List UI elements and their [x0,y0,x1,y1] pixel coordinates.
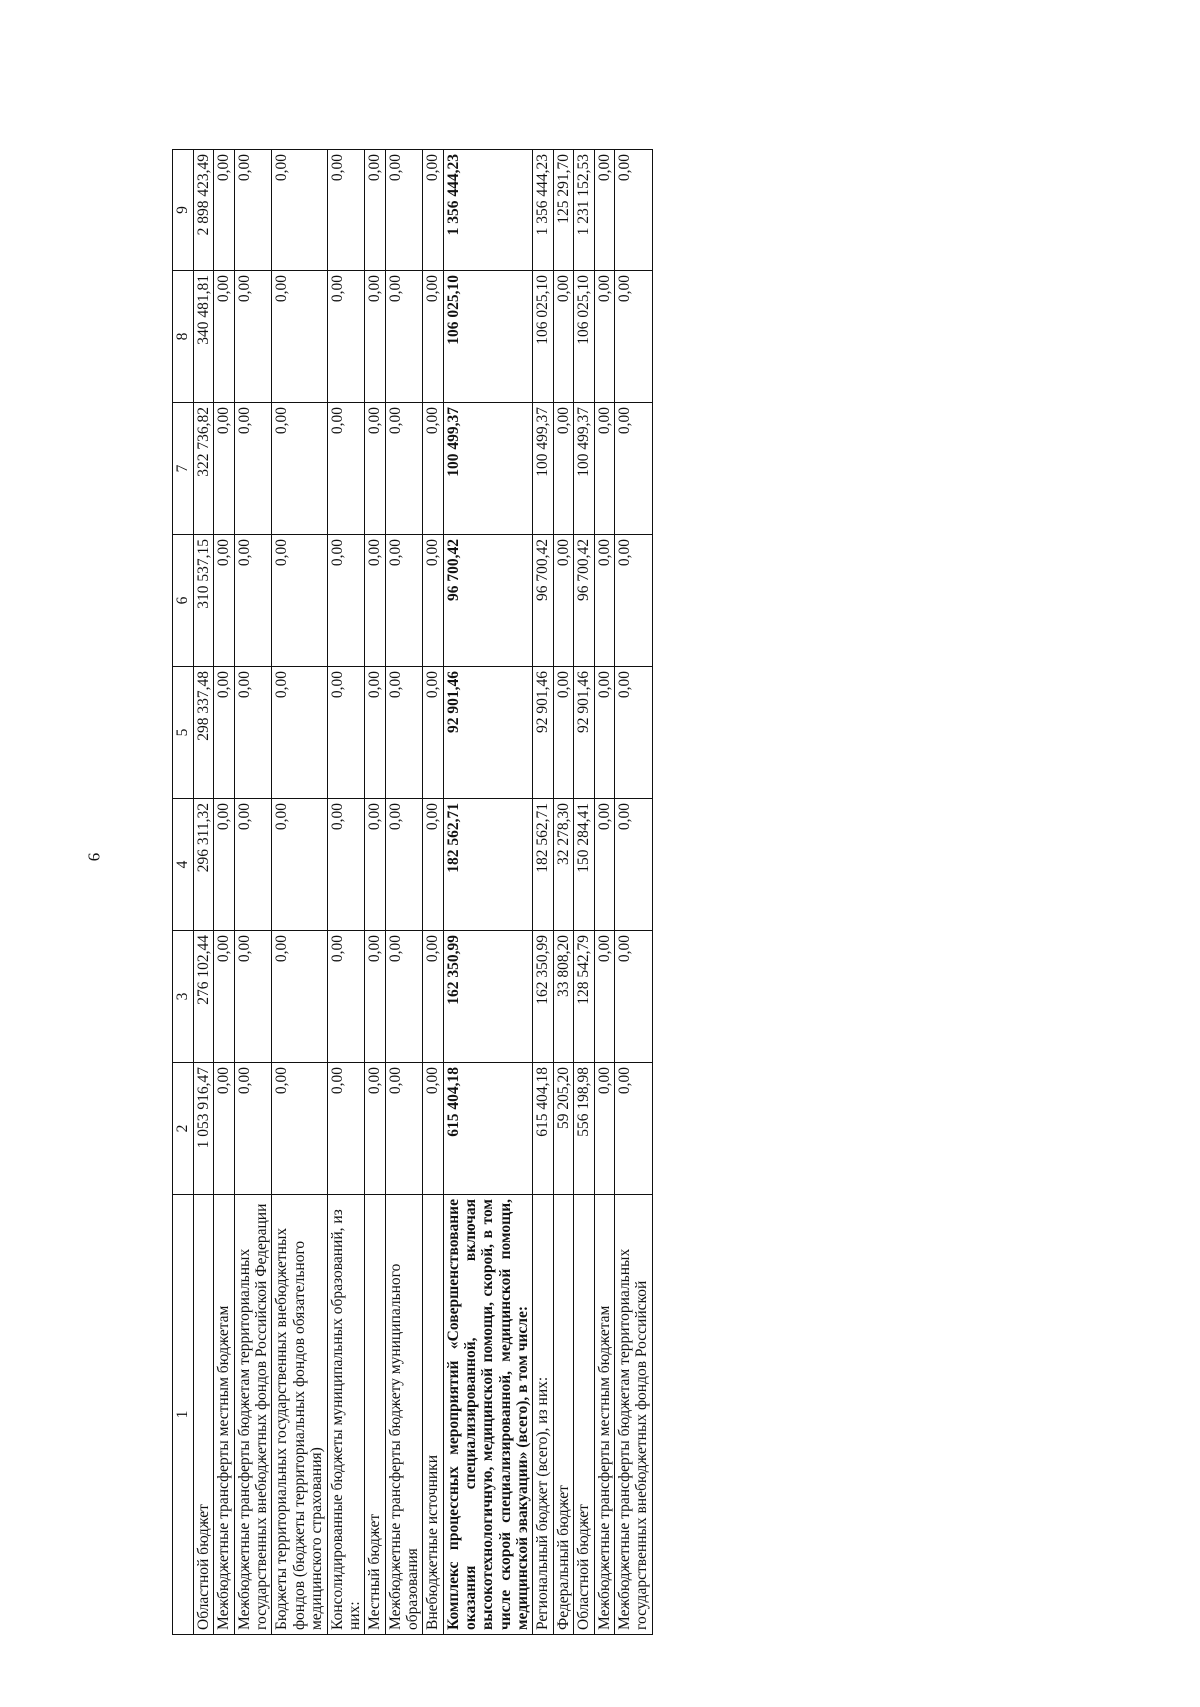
table-row [533,150,553,1635]
table-cell: 0,00 [423,403,443,535]
table-cell: 0,00 [423,150,443,271]
table-cell: 0,00 [214,150,234,271]
column-header: 6 [173,535,194,667]
table-cell: 0,00 [234,799,272,931]
table-row [327,150,365,1635]
table-cell: 0,00 [234,403,272,535]
table-cell: 0,00 [423,799,443,931]
table-cell: 0,00 [614,535,652,667]
row-label: Комплекс процессных мероприятий «Совершенствование оказания специализированной, включая высокотехнологичную, медицинской помощи, скорой, в том числе скорой специализированной, медицинской помощи, медицинской эвакуации» (всего), в том числе: [443,1195,533,1635]
table-cell: 0,00 [272,150,327,271]
table-cell: 310 537,15 [194,535,214,667]
row-label: Межбюджетные трансферты бюджету муниципального образования [385,1195,423,1635]
table-cell: 0,00 [385,799,423,931]
table-cell: 0,00 [365,403,385,535]
table-row [553,150,573,1635]
table-cell: 0,00 [234,667,272,799]
table-body [194,150,653,1635]
table-cell: 0,00 [272,667,327,799]
table-cell: 0,00 [272,931,327,1063]
table-row [574,150,594,1635]
column-header: 3 [173,931,194,1063]
table-cell: 162 350,99 [443,931,533,1063]
table-cell: 0,00 [614,931,652,1063]
table-cell: 0,00 [327,667,365,799]
table-cell: 92 901,46 [533,667,553,799]
table-cell: 0,00 [594,150,614,271]
table-cell: 0,00 [385,150,423,271]
table-cell: 0,00 [214,535,234,667]
table-cell: 0,00 [327,271,365,403]
table-cell: 0,00 [272,1063,327,1195]
row-label: Бюджеты территориальных государственных внебюджетных фондов (бюджеты территориальных фондов обязательного медицинского страхования) [272,1195,327,1635]
table-cell: 0,00 [594,667,614,799]
table-cell: 0,00 [365,931,385,1063]
table-cell: 276 102,44 [194,931,214,1063]
table-cell: 322 736,82 [194,403,214,535]
table-row [594,150,614,1635]
table-cell: 106 025,10 [574,271,594,403]
table-cell: 0,00 [594,799,614,931]
column-header: 9 [173,150,194,271]
table-cell: 0,00 [214,667,234,799]
table-cell: 0,00 [385,667,423,799]
table-cell: 59 205,20 [553,1063,573,1195]
column-header: 8 [173,271,194,403]
table-cell: 1 053 916,47 [194,1063,214,1195]
table-cell: 0,00 [594,535,614,667]
table-cell: 0,00 [423,667,443,799]
table-cell: 0,00 [594,271,614,403]
table-cell: 0,00 [614,799,652,931]
table-cell: 0,00 [553,403,573,535]
table-cell: 0,00 [614,1063,652,1195]
column-header: 1 [173,1195,194,1635]
table-cell: 106 025,10 [443,271,533,403]
table-row [423,150,443,1635]
row-label: Консолидированные бюджеты муниципальных образований, из них: [327,1195,365,1635]
table-cell: 0,00 [423,1063,443,1195]
table-cell: 0,00 [594,1063,614,1195]
table-cell: 615 404,18 [443,1063,533,1195]
table-cell: 106 025,10 [533,271,553,403]
table-cell: 0,00 [614,271,652,403]
row-label: Областной бюджет [194,1195,214,1635]
table-cell: 96 700,42 [574,535,594,667]
table-cell: 125 291,70 [553,150,573,271]
table-cell: 92 901,46 [574,667,594,799]
table-cell: 100 499,37 [574,403,594,535]
table-cell: 0,00 [214,931,234,1063]
table-cell: 0,00 [594,931,614,1063]
table-cell: 298 337,48 [194,667,214,799]
table-cell: 100 499,37 [533,403,553,535]
table-cell: 0,00 [272,799,327,931]
row-label: Областной бюджет [574,1195,594,1635]
table-cell: 0,00 [594,403,614,535]
table-cell: 2 898 423,49 [194,150,214,271]
row-label: Межбюджетные трансферты местным бюджетам [214,1195,234,1635]
table-cell: 96 700,42 [533,535,553,667]
row-label: Местный бюджет [365,1195,385,1635]
column-header: 4 [173,799,194,931]
row-label: Внебюджетные источники [423,1195,443,1635]
table-row [443,150,533,1635]
table-cell: 0,00 [385,1063,423,1195]
column-header: 2 [173,1063,194,1195]
table-cell: 0,00 [214,271,234,403]
table-cell: 0,00 [327,799,365,931]
table-header-row [173,150,194,1635]
table-cell: 0,00 [234,1063,272,1195]
table-cell: 0,00 [234,150,272,271]
table-row [194,150,214,1635]
table-row [272,150,327,1635]
table-cell: 0,00 [234,271,272,403]
table-cell: 92 901,46 [443,667,533,799]
table-cell: 0,00 [365,799,385,931]
table-cell: 0,00 [214,799,234,931]
table-cell: 0,00 [214,403,234,535]
table-cell: 0,00 [327,931,365,1063]
table-cell: 0,00 [327,150,365,271]
table-row [365,150,385,1635]
table-cell: 128 542,79 [574,931,594,1063]
table-row [214,150,234,1635]
table-cell: 182 562,71 [443,799,533,931]
table-cell: 0,00 [327,403,365,535]
table-cell: 0,00 [214,1063,234,1195]
table-cell: 556 198,98 [574,1063,594,1195]
table-cell: 0,00 [327,1063,365,1195]
table-cell: 0,00 [423,271,443,403]
table-cell: 182 562,71 [533,799,553,931]
table-cell: 100 499,37 [443,403,533,535]
table-cell: 615 404,18 [533,1063,553,1195]
table-cell: 296 311,32 [194,799,214,931]
table-cell: 0,00 [365,271,385,403]
table-cell: 96 700,42 [443,535,533,667]
table-row [614,150,652,1635]
table-row [234,150,272,1635]
table-cell: 0,00 [385,271,423,403]
table-row [385,150,423,1635]
table-cell: 0,00 [365,1063,385,1195]
row-label: Межбюджетные трансферты бюджетам территориальных государственных внебюджетных фондов Российской [614,1195,652,1635]
table-cell: 0,00 [272,271,327,403]
table-cell: 0,00 [385,403,423,535]
table-cell: 0,00 [327,535,365,667]
table-cell: 0,00 [614,403,652,535]
column-header: 5 [173,667,194,799]
table-cell: 33 808,20 [553,931,573,1063]
table-cell: 0,00 [614,667,652,799]
table-cell: 162 350,99 [533,931,553,1063]
table-cell: 0,00 [234,931,272,1063]
table-cell: 0,00 [614,150,652,271]
table-cell: 0,00 [385,535,423,667]
table-cell: 0,00 [553,271,573,403]
table-cell: 340 481,81 [194,271,214,403]
rotated-table-container [172,150,992,1635]
table-cell: 0,00 [272,403,327,535]
table-cell: 32 278,30 [553,799,573,931]
table-cell: 0,00 [553,667,573,799]
table-cell: 0,00 [553,535,573,667]
page-number: 9 [84,852,104,862]
column-header: 7 [173,403,194,535]
table-cell: 0,00 [365,667,385,799]
table-cell: 0,00 [365,535,385,667]
row-label: Межбюджетные трансферты местным бюджетам [594,1195,614,1635]
row-label: Региональный бюджет (всего), из них: [533,1195,553,1635]
table-cell: 0,00 [385,931,423,1063]
table-cell: 0,00 [234,535,272,667]
table-cell: 0,00 [423,535,443,667]
table-cell: 0,00 [423,931,443,1063]
table-cell: 150 284,41 [574,799,594,931]
row-label: Федеральный бюджет [553,1195,573,1635]
table-cell: 0,00 [365,150,385,271]
table-cell: 0,00 [272,535,327,667]
budget-table [172,149,653,1635]
table-cell: 1 356 444,23 [533,150,553,271]
table-cell: 1 231 152,53 [574,150,594,271]
table-cell: 1 356 444,23 [443,150,533,271]
row-label: Межбюджетные трансферты бюджетам территориальных государственных внебюджетных фондов Российской Федерации [234,1195,272,1635]
